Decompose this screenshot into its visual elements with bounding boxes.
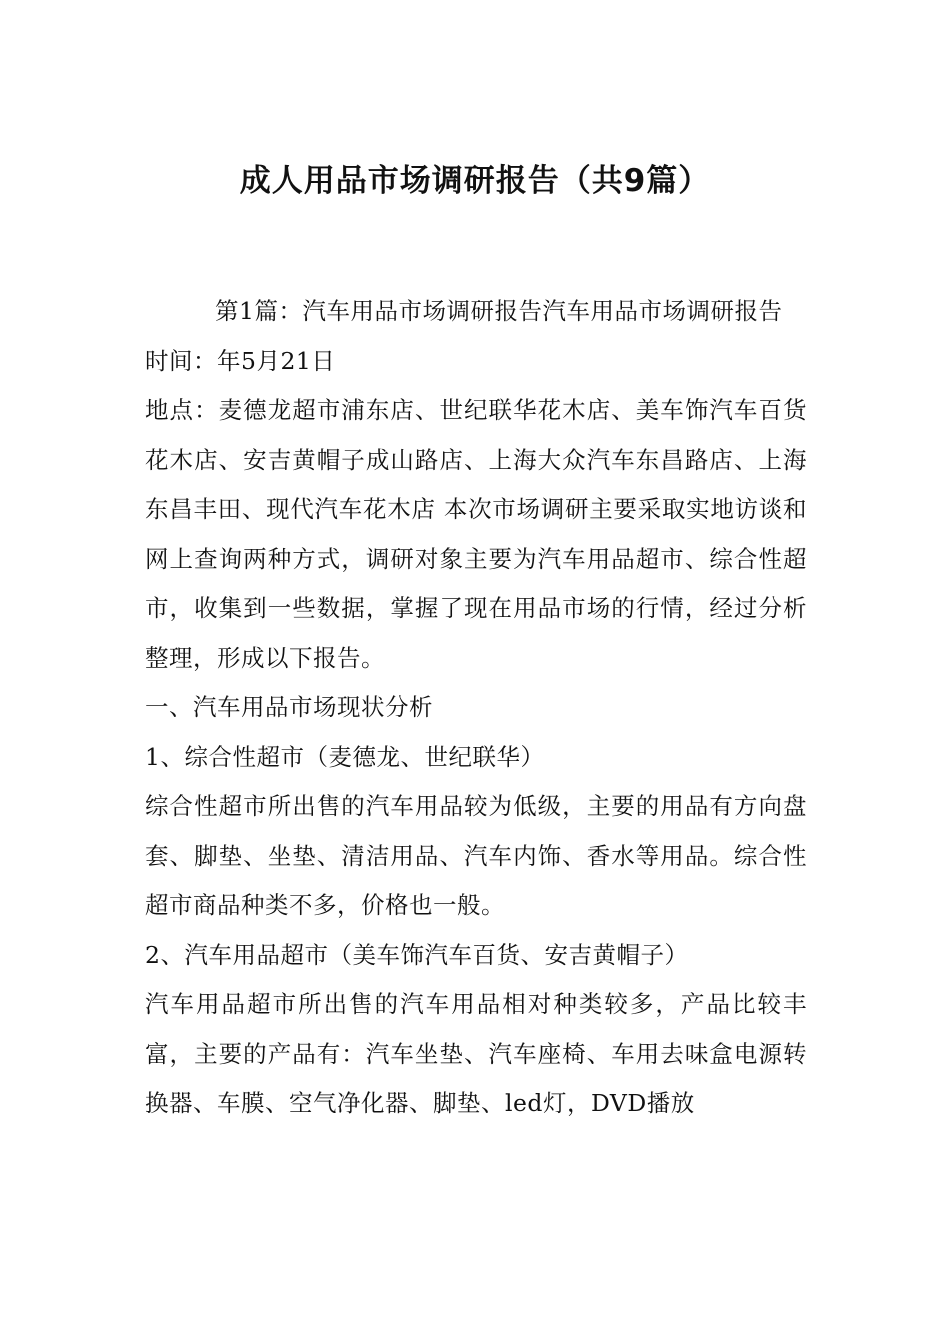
paragraph-auto-supermarket: 汽车用品超市所出售的汽车用品相对种类较多，产品比较丰富，主要的产品有：汽车坐垫、汽车座椅、车用去味盒电源转换器、车膜、空气净化器、脚垫、led灯，DVD播放 [145, 990, 807, 1117]
document-body [145, 287, 807, 1129]
paragraph-time: 时间：年5月21日 [145, 346, 336, 375]
paragraph-location: 地点：麦德龙超市浦东店、世纪联华花木店、美车饰汽车百货花木店、安吉黄帽子成山路店、上海大众汽车东昌路店、上海东昌丰田、现代汽车花木店 本次市场调研主要采取实地访谈和网上查询两种方式，调研对象主要为汽车用品超市、综合性超市，收集到一些数据，掌握了现在用品市场的行情，经过分析整理，形成以下报告。 [145, 396, 807, 672]
section-heading-market-status: 一、汽车用品市场现状分析 [145, 693, 433, 721]
subsection-heading-auto-supermarket: 2、汽车用品超市（美车饰汽车百货、安吉黄帽子） [145, 940, 689, 969]
document-title: 成人用品市场调研报告（共9篇） [239, 163, 711, 199]
subsection-heading-general-supermarket: 1、综合性超市（麦德龙、世纪联华） [145, 742, 545, 771]
paragraph-chapter-heading: 第1篇：汽车用品市场调研报告汽车用品市场调研报告 [215, 297, 783, 325]
paragraph-general-supermarket: 综合性超市所出售的汽车用品较为低级，主要的用品有方向盘套、脚垫、坐垫、清洁用品、汽车内饰、香水等用品。综合性超市商品种类不多，价格也一般。 [145, 792, 807, 919]
